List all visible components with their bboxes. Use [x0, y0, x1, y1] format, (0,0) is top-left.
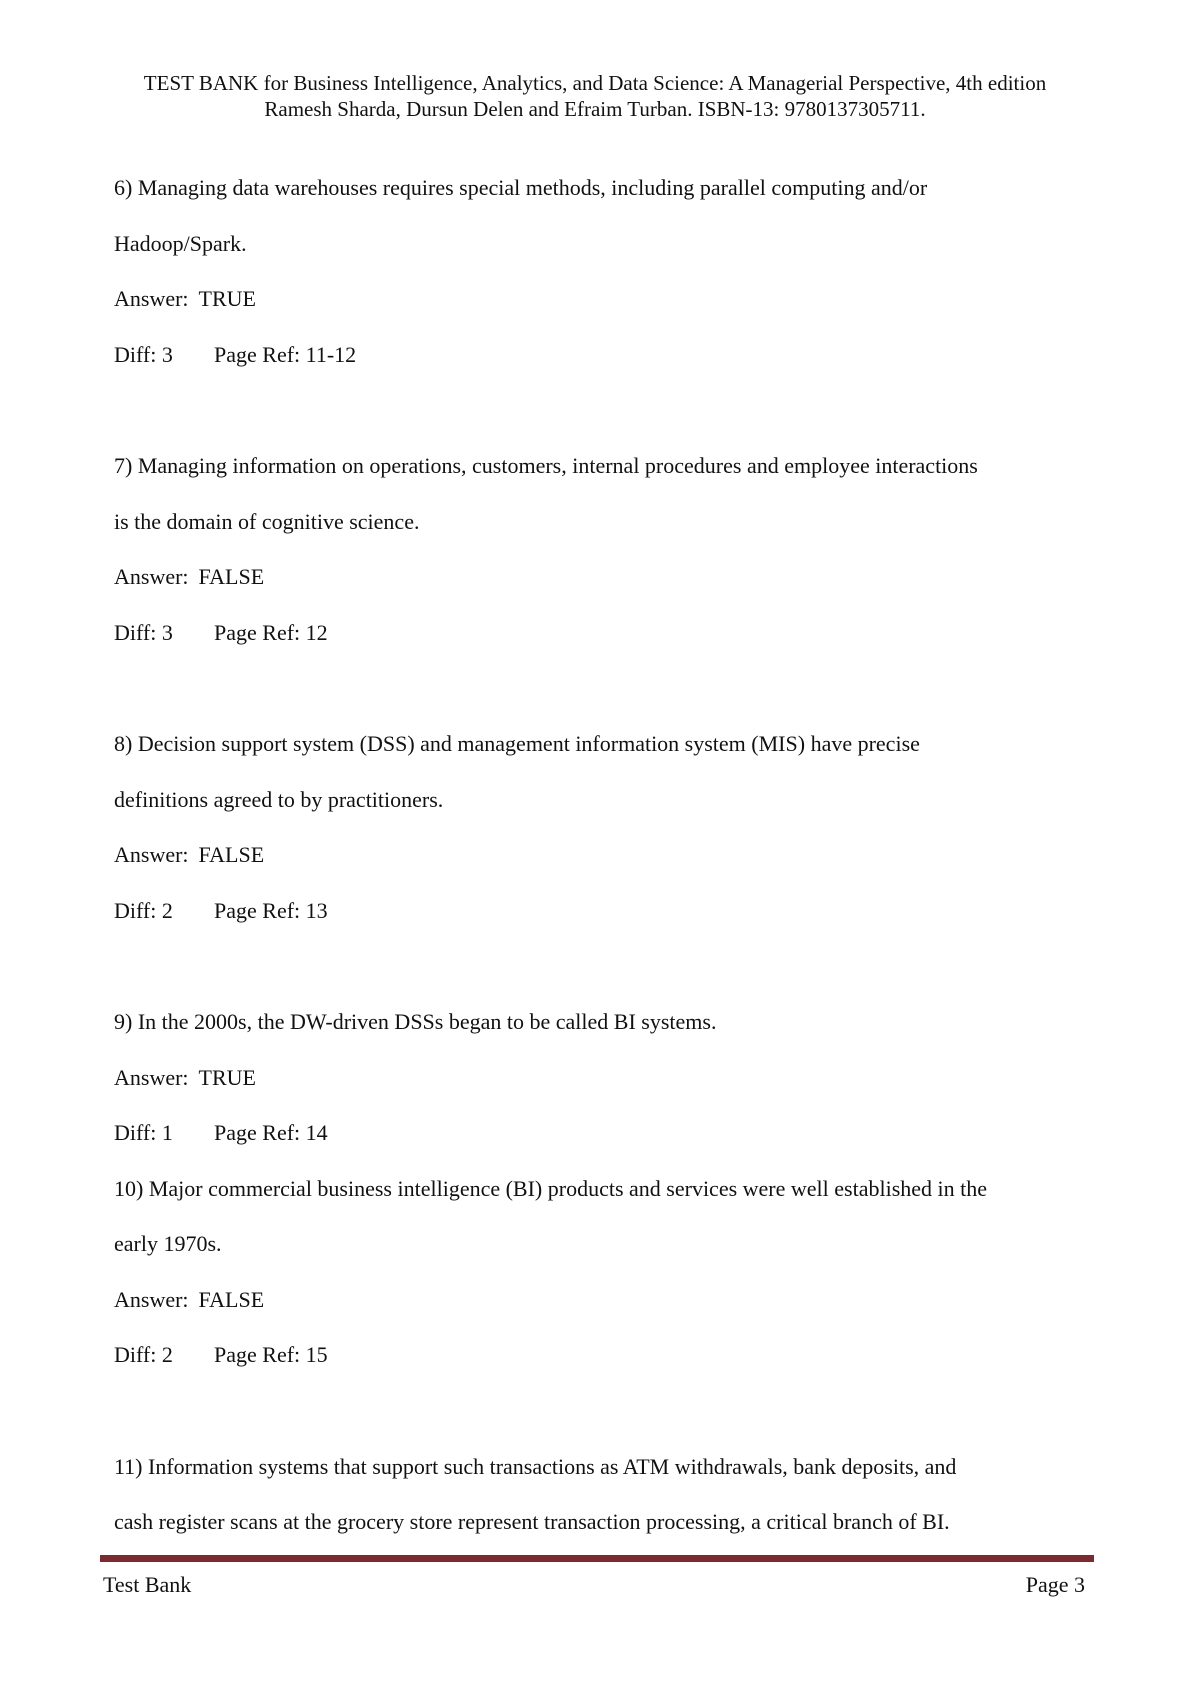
difficulty: Diff: 3 [114, 619, 173, 645]
meta-row [114, 620, 1094, 676]
question-10 [114, 1176, 1094, 1398]
question-text-line: is the domain of cognitive science. [114, 508, 420, 534]
footer-title: Test Bank [103, 1572, 192, 1597]
question-text-line: 7) Managing information on operations, customers, internal procedures and employee interactions [114, 453, 978, 478]
answer-label: Answer: [114, 1286, 189, 1312]
answer-label: Answer: [114, 564, 189, 589]
question-9 [114, 1009, 1094, 1176]
question-8 [114, 731, 1094, 953]
answer-row [114, 286, 1094, 342]
question-7 [114, 453, 1094, 675]
question-text-line: early 1970s. [114, 1231, 222, 1256]
page-reference: Page Ref: 15 [214, 1342, 328, 1367]
question-list [114, 175, 1094, 1565]
page-reference: Page Ref: 11-12 [214, 341, 357, 367]
answer-row [114, 564, 1094, 620]
page-footer [103, 1572, 1085, 1598]
question-6 [114, 175, 1094, 397]
header-title-line: TEST BANK for Business Intelligence, Analytics, and Data Science: A Managerial Perspective, 4th edition [143, 71, 1047, 95]
answer-value: FALSE [198, 842, 265, 867]
difficulty: Diff: 2 [114, 1342, 173, 1367]
question-11 [114, 1454, 1094, 1565]
question-text-line: 6) Managing data warehouses requires special methods, including parallel computing and/or [114, 175, 928, 200]
question-text-line: Hadoop/Spark. [114, 230, 247, 256]
page-number: Page 3 [1025, 1572, 1085, 1597]
question-text-line: 9) In the 2000s, the DW-driven DSSs began to be called BI systems. [114, 1009, 717, 1034]
question-text-line: 10) Major commercial business intelligence (BI) products and services were well established in the [114, 1175, 988, 1201]
answer-value: FALSE [198, 1286, 265, 1312]
page-reference: Page Ref: 13 [214, 897, 328, 923]
question-text-line: 8) Decision support system (DSS) and management information system (MIS) have precise [114, 731, 920, 756]
footer-divider [100, 1555, 1094, 1562]
page-reference: Page Ref: 14 [214, 1120, 328, 1145]
meta-row [114, 1120, 1094, 1176]
difficulty: Diff: 3 [114, 341, 173, 367]
meta-row [114, 898, 1094, 954]
question-text-line: cash register scans at the grocery store represent transaction processing, a critical branch of BI. [114, 1509, 950, 1534]
header-authors-line: Ramesh Sharda, Dursun Delen and Efraim Turban. ISBN-13: 9780137305711. [264, 97, 926, 121]
answer-label: Answer: [114, 1064, 189, 1090]
answer-row [114, 1287, 1094, 1343]
difficulty: Diff: 1 [114, 1120, 173, 1145]
answer-value: FALSE [198, 564, 265, 589]
answer-value: TRUE [198, 1064, 256, 1090]
question-text-line: 11) Information systems that support such transactions as ATM withdrawals, bank deposits, and [114, 1453, 957, 1479]
answer-row [114, 842, 1094, 898]
page-header [0, 70, 1190, 122]
page-reference: Page Ref: 12 [214, 619, 328, 645]
answer-value: TRUE [198, 286, 256, 311]
answer-label: Answer: [114, 286, 189, 311]
answer-row [114, 1065, 1094, 1121]
question-text-line: definitions agreed to by practitioners. [114, 786, 444, 812]
difficulty: Diff: 2 [114, 897, 173, 923]
answer-label: Answer: [114, 842, 189, 867]
meta-row [114, 342, 1094, 398]
meta-row [114, 1342, 1094, 1398]
